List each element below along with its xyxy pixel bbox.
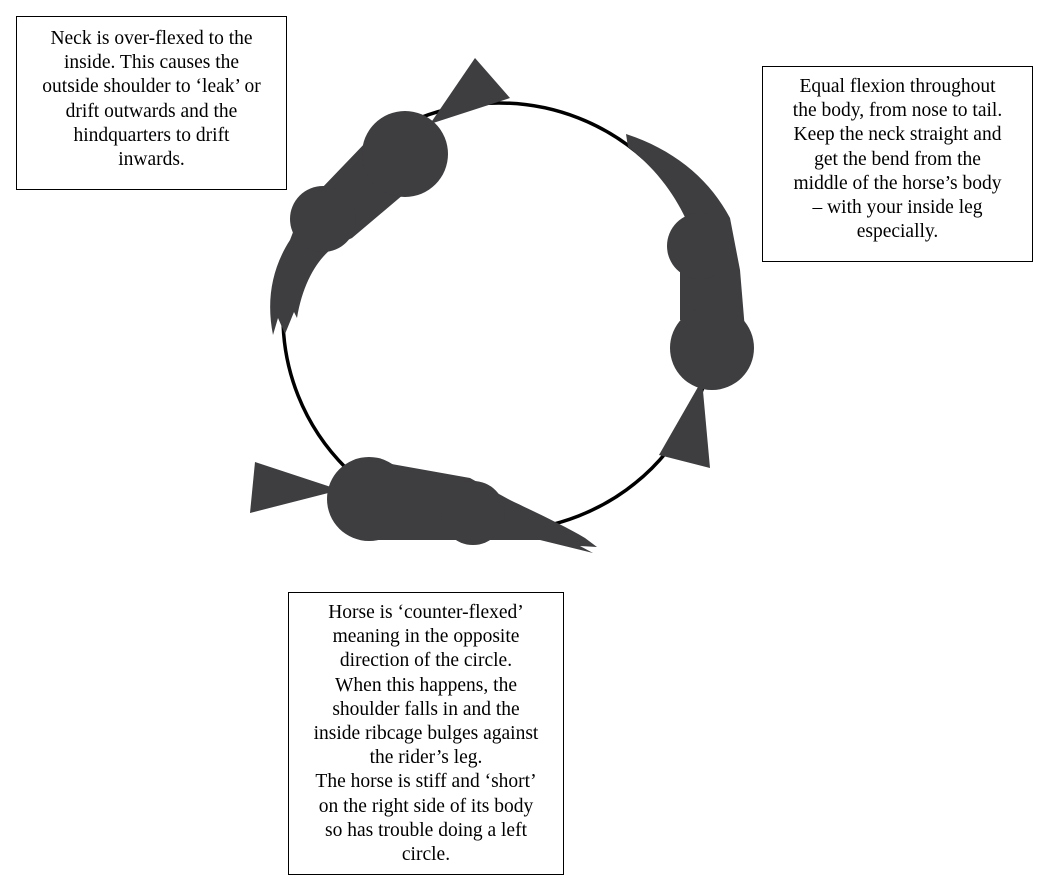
note-line: The horse is stiff and ‘short’ bbox=[315, 771, 537, 793]
note-line: the rider’s leg. bbox=[369, 747, 483, 769]
note-line: inside. This causes the bbox=[63, 52, 240, 74]
note-counter-flexed bbox=[288, 592, 564, 875]
note-line: – with your inside leg bbox=[812, 197, 983, 219]
note-line: Neck is over-flexed to the bbox=[50, 28, 253, 49]
horse-equal-flexion-hindquarters bbox=[667, 213, 733, 279]
horse-counter-flexed-hindquarters bbox=[441, 481, 505, 545]
horse-equal-flexion bbox=[626, 134, 754, 468]
horse-over-flexed bbox=[270, 58, 510, 335]
horse-equal-flexion-head bbox=[670, 306, 754, 390]
note-equal-flexion bbox=[762, 66, 1033, 262]
horse-over-flexed-head bbox=[362, 111, 448, 197]
note-line: When this happens, the bbox=[335, 674, 517, 696]
note-over-flexed bbox=[16, 16, 287, 190]
note-line: the body, from nose to tail. bbox=[792, 100, 1003, 122]
note-line: circle. bbox=[401, 844, 451, 866]
note-line: direction of the circle. bbox=[339, 650, 513, 672]
note-line: inwards. bbox=[118, 149, 185, 171]
note-line: especially. bbox=[856, 221, 939, 243]
horse-counter-flexed-ears bbox=[250, 462, 340, 513]
note-line: outside shoulder to ‘leak’ or bbox=[42, 76, 261, 98]
note-line: Keep the neck straight and bbox=[793, 124, 1002, 146]
note-line: middle of the horse’s body bbox=[793, 172, 1002, 194]
note-line: hindquarters to drift bbox=[73, 124, 230, 146]
horse-over-flexed-ears bbox=[430, 58, 510, 124]
horse-equal-flexion-ears bbox=[659, 380, 710, 468]
horse-counter-flexed bbox=[250, 457, 597, 553]
note-line: on the right side of its body bbox=[318, 795, 534, 817]
horse-over-flexed-hindquarters bbox=[290, 186, 356, 252]
note-line: meaning in the opposite bbox=[332, 626, 520, 648]
note-line: drift outwards and the bbox=[65, 100, 238, 122]
note-line: so has trouble doing a left bbox=[325, 819, 527, 841]
note-line: Horse is ‘counter-flexed’ bbox=[328, 602, 524, 623]
note-line: get the bend from the bbox=[814, 148, 981, 170]
note-line: shoulder falls in and the bbox=[332, 698, 520, 720]
note-line: Equal flexion throughout bbox=[799, 76, 996, 97]
note-line: inside ribcage bulges against bbox=[313, 723, 539, 745]
